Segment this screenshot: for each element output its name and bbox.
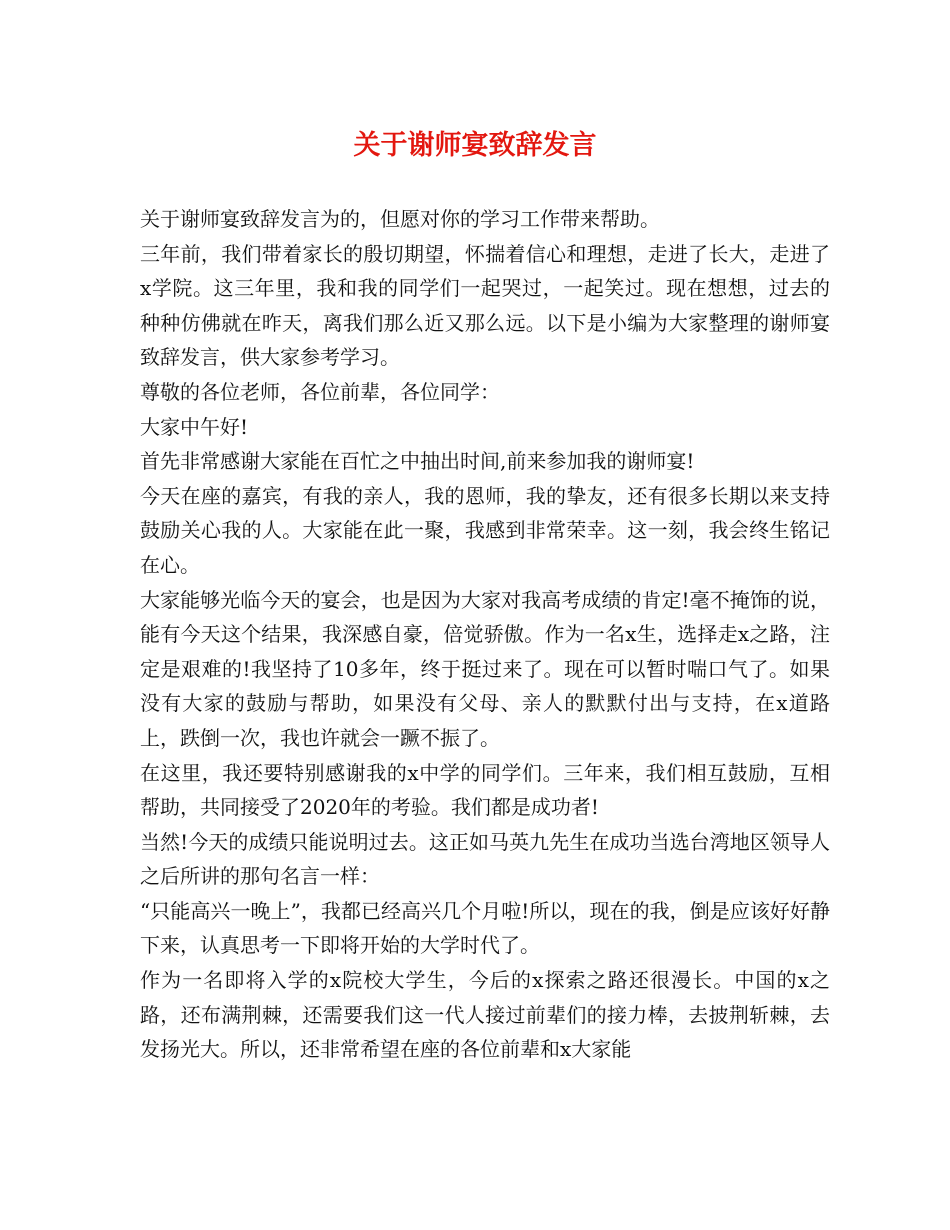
paragraph-quote: “只能高兴一晚上”，我都已经高兴几个月啦!所以，现在的我，倒是应该好好静下来，认真思考一下即将开始的大学时代了。 xyxy=(140,898,830,958)
paragraph-background: 三年前，我们带着家长的殷切期望，怀揣着信心和理想，走进了长大，走进了x学院。这三年里，我和我的同学们一起哭过，一起笑过。现在想想，过去的种种仿佛就在昨天，离我们那么近又那么远。以下是小编为大家整理的谢师宴致辞发言，供大家参考学习。 xyxy=(140,241,830,370)
paragraph-thanks: 首先非常感谢大家能在百忙之中抽出时间,前来参加我的谢师宴! xyxy=(140,449,695,474)
paragraph-greeting: 大家中午好! xyxy=(140,414,249,439)
paragraph-classmates: 在这里，我还要特别感谢我的x中学的同学们。三年来，我们相互鼓励，互相帮助，共同接受了2020年的考验。我们都是成功者! xyxy=(140,760,830,820)
paragraph-salutation: 尊敬的各位老师，各位前辈，各位同学： xyxy=(140,379,500,404)
document-title: 关于谢师宴致辞发言 xyxy=(353,130,597,161)
paragraph-achievement: 大家能够光临今天的宴会，也是因为大家对我高考成绩的肯定!毫不掩饰的说，能有今天这个结果，我深感自豪，倍觉骄傲。作为一名x生，选择走x之路，注定是艰难的!我坚持了10多年，终于挺过来了。现在可以暂时喘口气了。如果没有大家的鼓励与帮助，如果没有父母、亲人的默默付出与支持，在x道路上，跌倒一次，我也许就会一蹶不振了。 xyxy=(140,587,830,750)
paragraph-intro: 关于谢师宴致辞发言为的，但愿对你的学习工作带来帮助。 xyxy=(140,207,660,231)
paragraph-future: 作为一名即将入学的x院校大学生，今后的x探索之路还很漫长。中国的x之路，还布满荆棘，还需要我们这一代人接过前辈们的接力棒，去披荆斩棘，去发扬光大。所以，还非常希望在座的各位前辈和x大家能 xyxy=(140,968,830,1062)
paragraph-guests: 今天在座的嘉宾，有我的亲人，我的恩师，我的挚友，还有很多长期以来支持鼓励关心我的人。大家能在此一聚，我感到非常荣幸。这一刻，我会终生铭记在心。 xyxy=(140,483,830,577)
document-body xyxy=(140,202,830,1067)
paragraph-past: 当然!今天的成绩只能说明过去。这正如马英九先生在成功当选台湾地区领导人之后所讲的那句名言一样： xyxy=(140,829,830,889)
